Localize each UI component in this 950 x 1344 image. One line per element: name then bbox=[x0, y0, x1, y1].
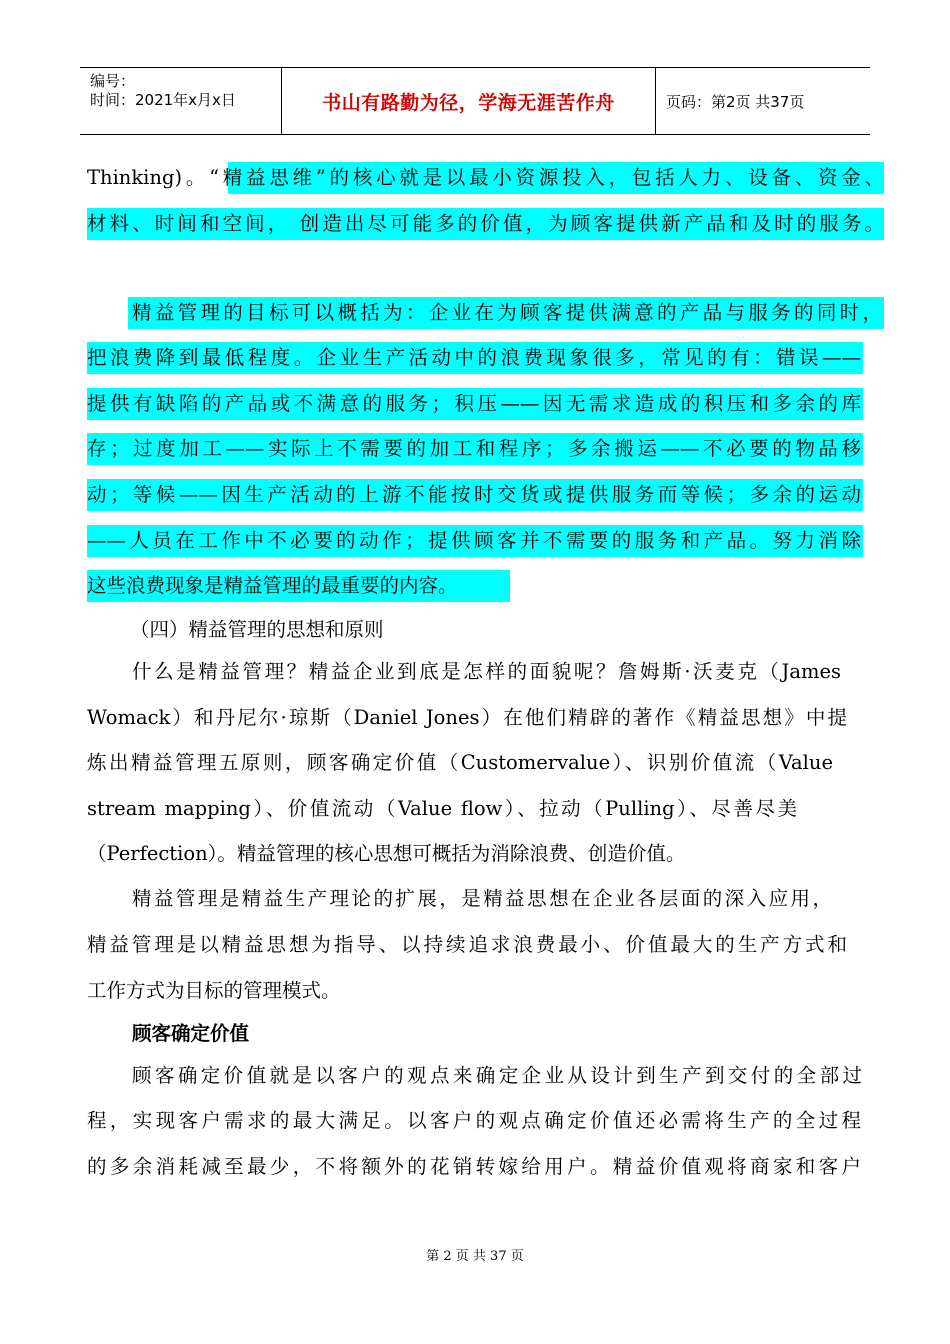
time-label: 时间：2021年x月x日 bbox=[90, 91, 236, 109]
paragraph-line: 提供有缺陷的产品或不满意的服务；积压——因无需求造成的积压和多余的库 bbox=[87, 392, 861, 415]
paragraph-line: 存；过度加工——实际上不需要的加工和程序；多余搬运——不必要的物品移 bbox=[87, 437, 861, 460]
header-motto bbox=[282, 68, 656, 134]
paragraph-line: 精益管理是以精益思想为指导、以持续追求浪费最小、价值最大的生产方式和 bbox=[87, 933, 847, 956]
paragraph-line: 什么是精益管理？精益企业到底是怎样的面貌呢？詹姆斯·沃麦克（James bbox=[132, 660, 841, 683]
paragraph-line: 精益管理是精益生产理论的扩展，是精益思想在企业各层面的深入应用， bbox=[132, 887, 832, 910]
page-footer: 第 2 页 共 37 页 bbox=[426, 1249, 524, 1264]
paragraph-line: （Perfection）。精益管理的核心思想可概括为消除浪费、创造价值。 bbox=[87, 842, 686, 865]
paragraph-line: 把浪费降到最低程度。企业生产活动中的浪费现象很多，常见的有：错误—— bbox=[87, 346, 861, 369]
paragraph-line: 炼出精益管理五原则，顾客确定价值（Customervalue）、识别价值流（Value bbox=[87, 751, 833, 774]
paragraph-line: Thinking)。“精益思维”的核心就是以最小资源投入，包括人力、设备、资金、 bbox=[87, 166, 884, 189]
paragraph-line: Womack）和丹尼尔·琼斯（Daniel Jones）在他们精辟的著作《精益思想》中提 bbox=[87, 706, 847, 729]
paragraph-line: 这些浪费现象是精益管理的最重要的内容。 bbox=[87, 574, 458, 597]
motto-text: 书山有路勤为径，学海无涯苦作舟 bbox=[322, 91, 615, 114]
paragraph-line: 的多余消耗减至最少，不将额外的花销转嫁给用户。精益价值观将商家和客户 bbox=[87, 1155, 861, 1178]
number-label: 编号： bbox=[90, 72, 136, 90]
paragraph-line: 工作方式为目标的管理模式。 bbox=[87, 979, 341, 1002]
header-page-info: 页码：第2页 共37页 bbox=[666, 92, 805, 111]
page-header bbox=[80, 67, 870, 135]
header-meta bbox=[80, 68, 282, 134]
section-heading: （四）精益管理的思想和原则 bbox=[130, 618, 384, 641]
paragraph-line: 顾客确定价值就是以客户的观点来确定企业从设计到生产到交付的全部过 bbox=[132, 1064, 862, 1087]
paragraph-line: 程，实现客户需求的最大满足。以客户的观点确定价值还必需将生产的全过程 bbox=[87, 1109, 861, 1132]
paragraph-line: 材料、时间和空间， 创造出尽可能多的价值，为顾客提供新产品和及时的服务。 bbox=[87, 212, 884, 235]
subheading: 顾客确定价值 bbox=[132, 1022, 250, 1045]
paragraph-line: ——人员在工作中不必要的动作；提供顾客并不需要的服务和产品。努力消除 bbox=[87, 529, 861, 552]
paragraph-line: 精益管理的目标可以概括为：企业在为顾客提供满意的产品与服务的同时， bbox=[132, 301, 882, 324]
paragraph-line: stream mapping）、价值流动（Value flow）、拉动（Pulling）、尽善尽美 bbox=[87, 797, 797, 820]
paragraph-line: 动；等候——因生产活动的上游不能按时交货或提供服务而等候；多余的运动 bbox=[87, 483, 861, 506]
